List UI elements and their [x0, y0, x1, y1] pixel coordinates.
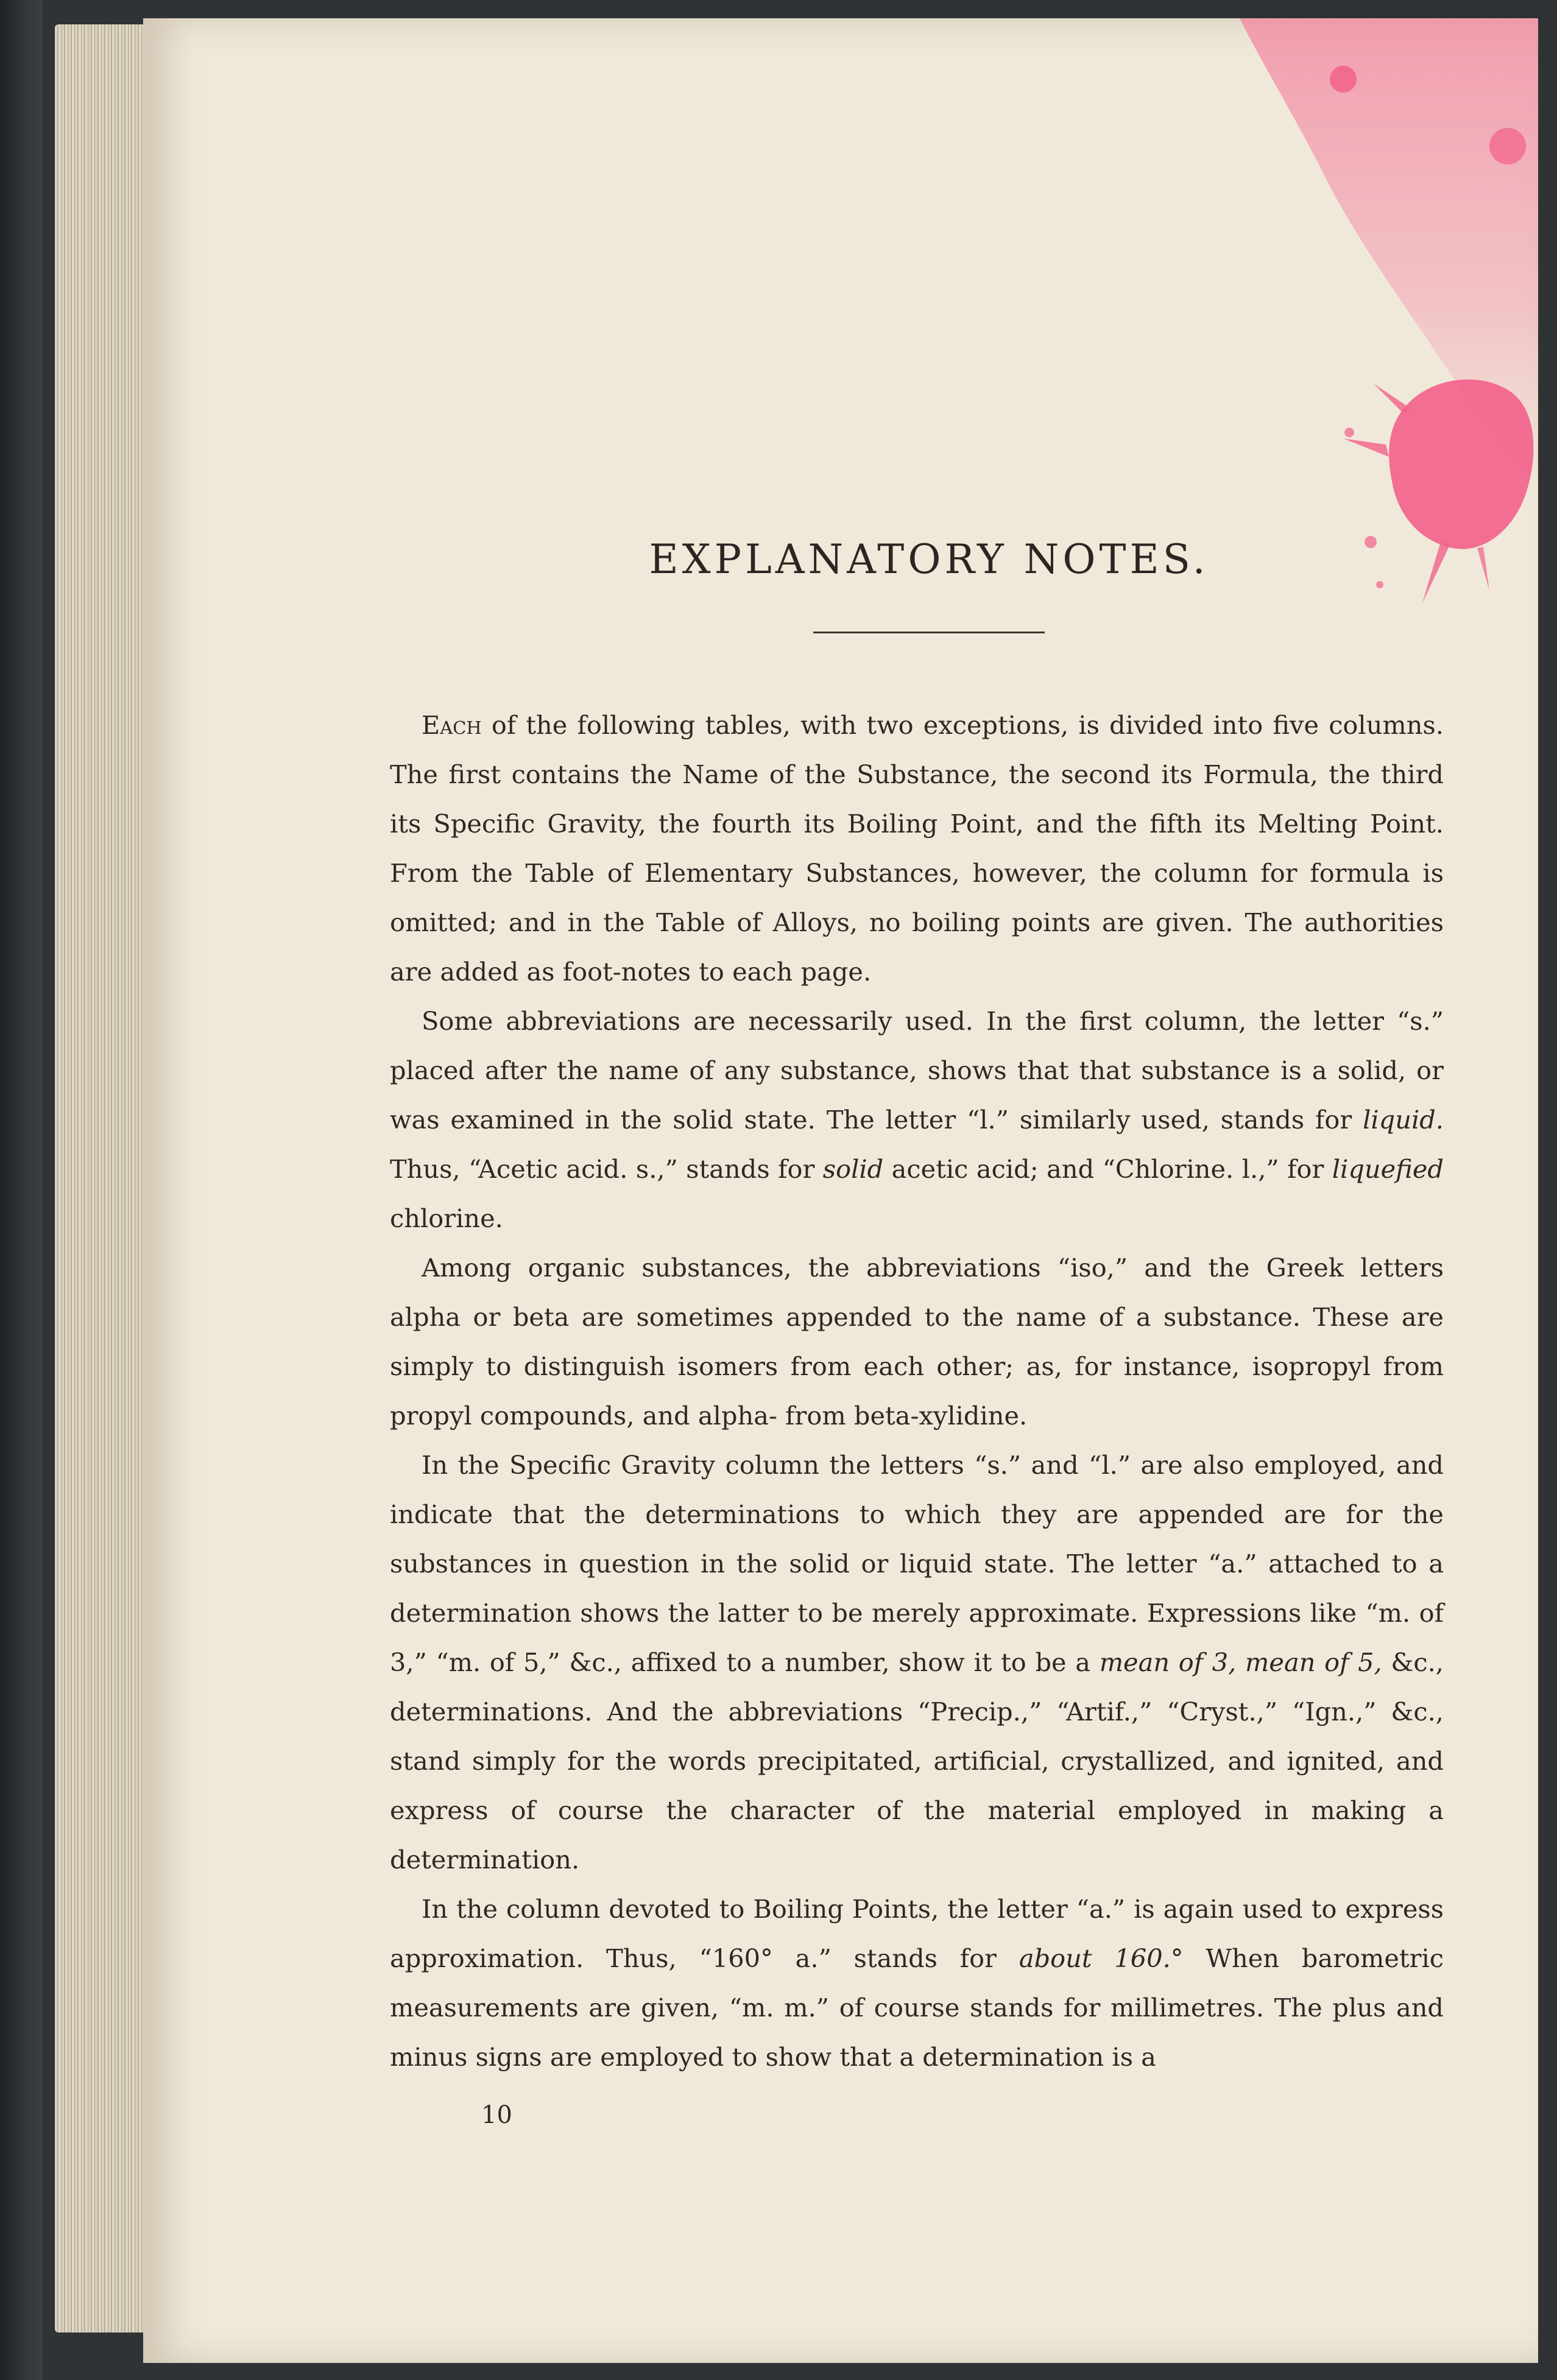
- italic-segment: liquefied: [1332, 1154, 1444, 1184]
- text-segment: &c., determinations. And the abbreviations “Precip.,” “Artif.,” “Cryst.,” “Ign.,” &c., stand simply for the words precipitated, artificial, crystallized, and ignited, and express of course the character of the material employed in making a determination.: [390, 1647, 1444, 1875]
- paragraph-3: [390, 1243, 1444, 1440]
- text-segment: Thus, “Acetic acid. s.,” stands for: [390, 1154, 823, 1184]
- paragraph-5: [390, 1884, 1444, 2082]
- italic-segment: liquid.: [1363, 1105, 1444, 1135]
- paragraph-text: of the following tables, with two exceptions, is divided into five columns. The first contains the Name of the Substance, the second its Formula, the third its Specific Gravity, the fourth its Boiling Point, and the fifth its Melting Point. From the Table of Elementary Substances, however, the column for formula is omitted; and in the Table of Alloys, no boiling points are given. The authorities are added as foot-notes to each page.: [390, 710, 1444, 987]
- paragraph-1: [390, 700, 1444, 996]
- italic-segment: about 160.°: [1019, 1943, 1184, 1973]
- page-content: [390, 536, 1444, 2082]
- paragraph-2: [390, 996, 1444, 1243]
- page-title: EXPLANATORY NOTES.: [649, 536, 1209, 583]
- italic-segment: solid: [822, 1154, 884, 1184]
- text-segment: acetic acid; and “Chlorine. l.,” for: [883, 1154, 1332, 1184]
- paragraph-lead: Each: [422, 710, 482, 740]
- book-cover-edge: [0, 0, 43, 2380]
- text-segment: Some abbreviations are necessarily used. In the first column, the letter “s.” placed after the name of any substance, shows that that substance is a solid, or was examined in the solid state. The letter “l.” similarly used, stands for: [390, 1006, 1444, 1135]
- body-text: [390, 700, 1444, 2082]
- text-segment: In the column devoted to Boiling Points, the letter “a.” is again used to express approximation. Thus, “160° a.” stands for: [390, 1894, 1444, 1973]
- title-rule: [813, 632, 1045, 633]
- text-segment: Among organic substances, the abbreviations “iso,” and the Greek letters alpha or beta are sometimes appended to the name of a substance. These are simply to distinguish isomers from each other; as, for instance, isopropyl from propyl compounds, and alpha- from beta-xylidine.: [390, 1253, 1444, 1431]
- text-segment: When barometric measurements are given, “m. m.” of course stands for millimetres. The plus and minus signs are employed to show that a determination is a: [390, 1943, 1444, 2072]
- text-segment: In the Specific Gravity column the letters “s.” and “l.” are also employed, and indicate that the determinations to which they are appended are for the substances in question in the solid or liquid state. The letter “a.” attached to a determination shows the latter to be merely approximate. Expressions like “m. of 3,” “m. of 5,” &c., affixed to a number, show it to be a: [390, 1450, 1444, 1677]
- text-segment: chlorine.: [390, 1203, 503, 1233]
- italic-segment: mean of 3, mean of 5,: [1099, 1647, 1382, 1677]
- page-number: 10: [481, 2101, 512, 2129]
- paragraph-4: [390, 1440, 1444, 1884]
- page-sheet: [143, 18, 1538, 2363]
